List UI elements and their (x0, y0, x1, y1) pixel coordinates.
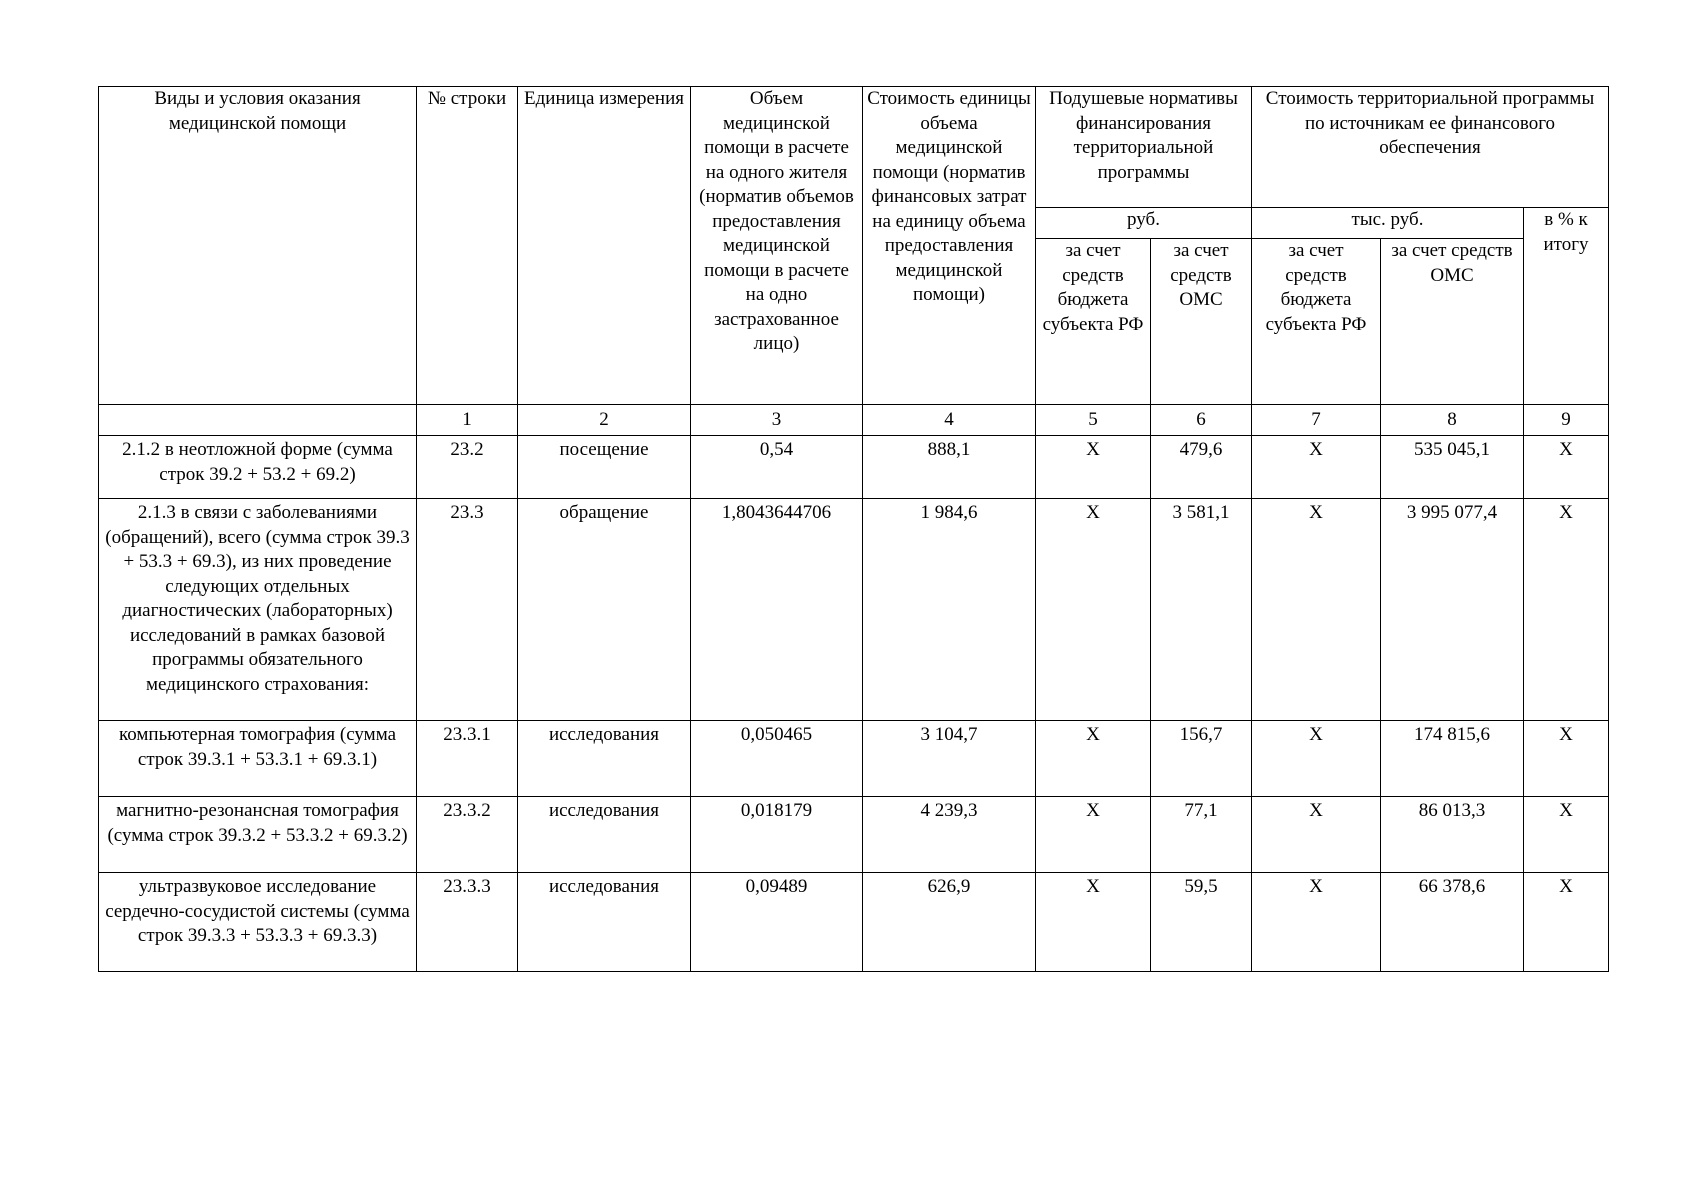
row-unit: исследования (518, 721, 691, 797)
row-oms-rub: 479,6 (1151, 436, 1252, 499)
header-oms-thous: за счет средств ОМС (1381, 239, 1524, 405)
table-row (99, 499, 1609, 721)
column-number: 3 (691, 405, 863, 436)
row-unit: посещение (518, 436, 691, 499)
header-type: Виды и условия оказания медицинской помощи (99, 87, 417, 405)
row-percent: X (1524, 721, 1609, 797)
row-percent: X (1524, 873, 1609, 972)
header-budget-rub: за счет средств бюджета субъекта РФ (1036, 239, 1151, 405)
header-unit: Единица измерения (518, 87, 691, 405)
column-number (99, 405, 417, 436)
header-territorial-cost: Стоимость территориальной программы по источникам ее финансового обеспечения (1252, 87, 1609, 208)
column-numbers-row (99, 405, 1609, 436)
row-name: ультразвуковое исследование сердечно-сосудистой системы (сумма строк 39.3.3 + 53.3.3 + 69.3.3) (99, 873, 417, 972)
column-number: 6 (1151, 405, 1252, 436)
row-budget-thous: X (1252, 499, 1381, 721)
financing-table (98, 86, 1609, 972)
row-cost: 626,9 (863, 873, 1036, 972)
row-oms-rub: 3 581,1 (1151, 499, 1252, 721)
header-volume: Объем медицинской помощи в расчете на одного жителя (норматив объемов предоставления медицинской помощи в расчете на одно застрахованное лицо) (691, 87, 863, 405)
row-unit: исследования (518, 797, 691, 873)
row-budget-rub: X (1036, 721, 1151, 797)
header-thous-rub: тыс. руб. (1252, 208, 1524, 239)
row-budget-rub: X (1036, 873, 1151, 972)
row-oms-rub: 77,1 (1151, 797, 1252, 873)
row-name: 2.1.3 в связи с заболеваниями (обращений), всего (сумма строк 39.3 + 53.3 + 69.3), из них проведение следующих отдельных диагностических (лабораторных) исследований в рамках базовой программы обязательного медицинского страхования: (99, 499, 417, 721)
row-cost: 4 239,3 (863, 797, 1036, 873)
row-volume: 1,8043644706 (691, 499, 863, 721)
row-percent: X (1524, 436, 1609, 499)
row-name: компьютерная томография (сумма строк 39.3.1 + 53.3.1 + 69.3.1) (99, 721, 417, 797)
header-per-capita: Подушевые нормативы финансирования территориальной программы (1036, 87, 1252, 208)
header-rub: руб. (1036, 208, 1252, 239)
row-name: 2.1.2 в неотложной форме (сумма строк 39.2 + 53.2 + 69.2) (99, 436, 417, 499)
row-budget-rub: X (1036, 436, 1151, 499)
row-volume: 0,050465 (691, 721, 863, 797)
column-number: 7 (1252, 405, 1381, 436)
row-cost: 888,1 (863, 436, 1036, 499)
column-number: 8 (1381, 405, 1524, 436)
row-budget-thous: X (1252, 721, 1381, 797)
table-row (99, 436, 1609, 499)
table-row (99, 873, 1609, 972)
row-number: 23.3 (417, 499, 518, 721)
column-number: 4 (863, 405, 1036, 436)
row-cost: 1 984,6 (863, 499, 1036, 721)
column-number: 5 (1036, 405, 1151, 436)
row-percent: X (1524, 797, 1609, 873)
header-percent: в % к итогу (1524, 208, 1609, 405)
row-oms-thous: 66 378,6 (1381, 873, 1524, 972)
row-volume: 0,018179 (691, 797, 863, 873)
row-oms-rub: 156,7 (1151, 721, 1252, 797)
row-oms-thous: 3 995 077,4 (1381, 499, 1524, 721)
row-unit: исследования (518, 873, 691, 972)
header-row-no: № строки (417, 87, 518, 405)
row-volume: 0,09489 (691, 873, 863, 972)
row-percent: X (1524, 499, 1609, 721)
row-oms-rub: 59,5 (1151, 873, 1252, 972)
row-number: 23.3.2 (417, 797, 518, 873)
column-number: 1 (417, 405, 518, 436)
column-number: 9 (1524, 405, 1609, 436)
header-row-1 (99, 87, 1609, 208)
row-unit: обращение (518, 499, 691, 721)
row-number: 23.2 (417, 436, 518, 499)
row-oms-thous: 86 013,3 (1381, 797, 1524, 873)
row-name: магнитно-резонансная томография (сумма строк 39.3.2 + 53.3.2 + 69.3.2) (99, 797, 417, 873)
row-number: 23.3.3 (417, 873, 518, 972)
row-budget-thous: X (1252, 797, 1381, 873)
row-oms-thous: 174 815,6 (1381, 721, 1524, 797)
row-number: 23.3.1 (417, 721, 518, 797)
row-budget-thous: X (1252, 873, 1381, 972)
row-budget-rub: X (1036, 797, 1151, 873)
row-cost: 3 104,7 (863, 721, 1036, 797)
column-number: 2 (518, 405, 691, 436)
row-budget-thous: X (1252, 436, 1381, 499)
table-row (99, 797, 1609, 873)
header-cost: Стоимость единицы объема медицинской помощи (норматив финансовых затрат на единицу объема предоставления медицинской помощи) (863, 87, 1036, 405)
row-oms-thous: 535 045,1 (1381, 436, 1524, 499)
table-row (99, 721, 1609, 797)
row-volume: 0,54 (691, 436, 863, 499)
header-budget-thous: за счет средств бюджета субъекта РФ (1252, 239, 1381, 405)
header-oms-rub: за счет средств ОМС (1151, 239, 1252, 405)
row-budget-rub: X (1036, 499, 1151, 721)
